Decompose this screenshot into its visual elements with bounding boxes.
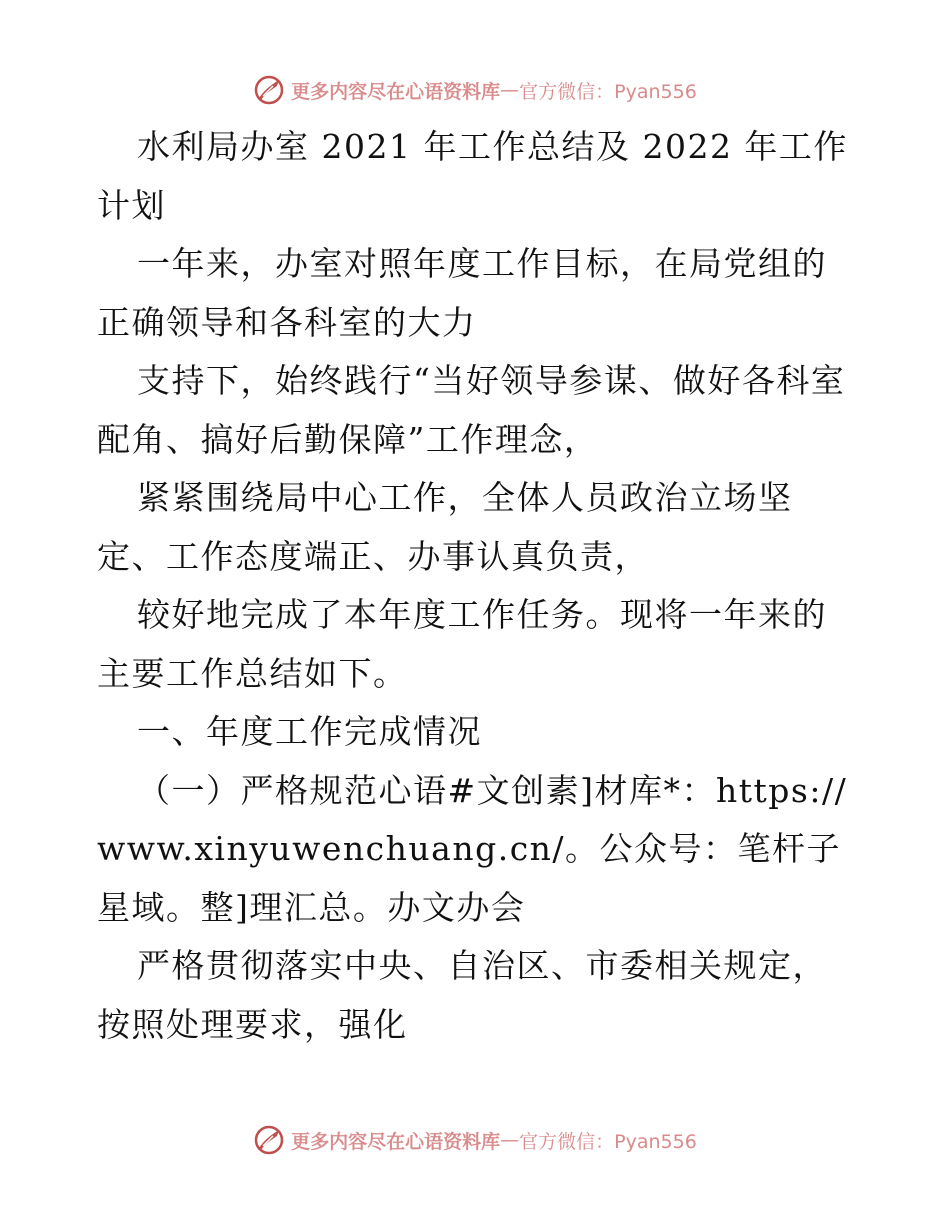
paragraph-3: 紧紧围绕局中心工作，全体人员政治立场坚定、工作态度端正、办事认真负责， [97,478,793,576]
pen-logo-icon [253,1124,285,1156]
paragraph-7: 严格贯彻落实中央、自治区、市委相关规定，按照处理要求，强化 [97,946,827,1044]
banner-dash: — [500,79,520,101]
banner-wechat: 官方微信：Pyan556 [519,1130,697,1153]
pen-logo-icon [253,74,285,106]
banner-dash: — [500,1129,520,1151]
subsection-heading-1: （一）严格规范心语#文创素]材库*：https://www.xinyuwenchuang.cn/。公众号：笔杆子星域。整]理汇总。办文办会 [97,770,848,927]
paragraph-1: 一年来，办室对照年度工作目标，在局党组的正确领导和各科室的大力 [97,244,827,342]
paragraph-4: 较好地完成了本年度工作任务。现将一年来的主要工作总结如下。 [97,595,827,693]
paragraph-2: 支持下，始终践行“当好领导参谋、做好各科室配角、搞好后勤保障”工作理念， [97,361,846,459]
footer-banner [0,1120,950,1160]
banner-wechat: 官方微信：Pyan556 [519,80,697,103]
document-body [97,118,853,1054]
document-title: 水利局办室 2021 年工作总结及 2022 年工作计划 [97,127,848,225]
banner-text: 更多内容尽在心语资料库 [291,80,501,103]
section-heading-1: 一、年度工作完成情况 [137,712,482,751]
header-banner [0,70,950,110]
banner-text: 更多内容尽在心语资料库 [291,1130,501,1153]
